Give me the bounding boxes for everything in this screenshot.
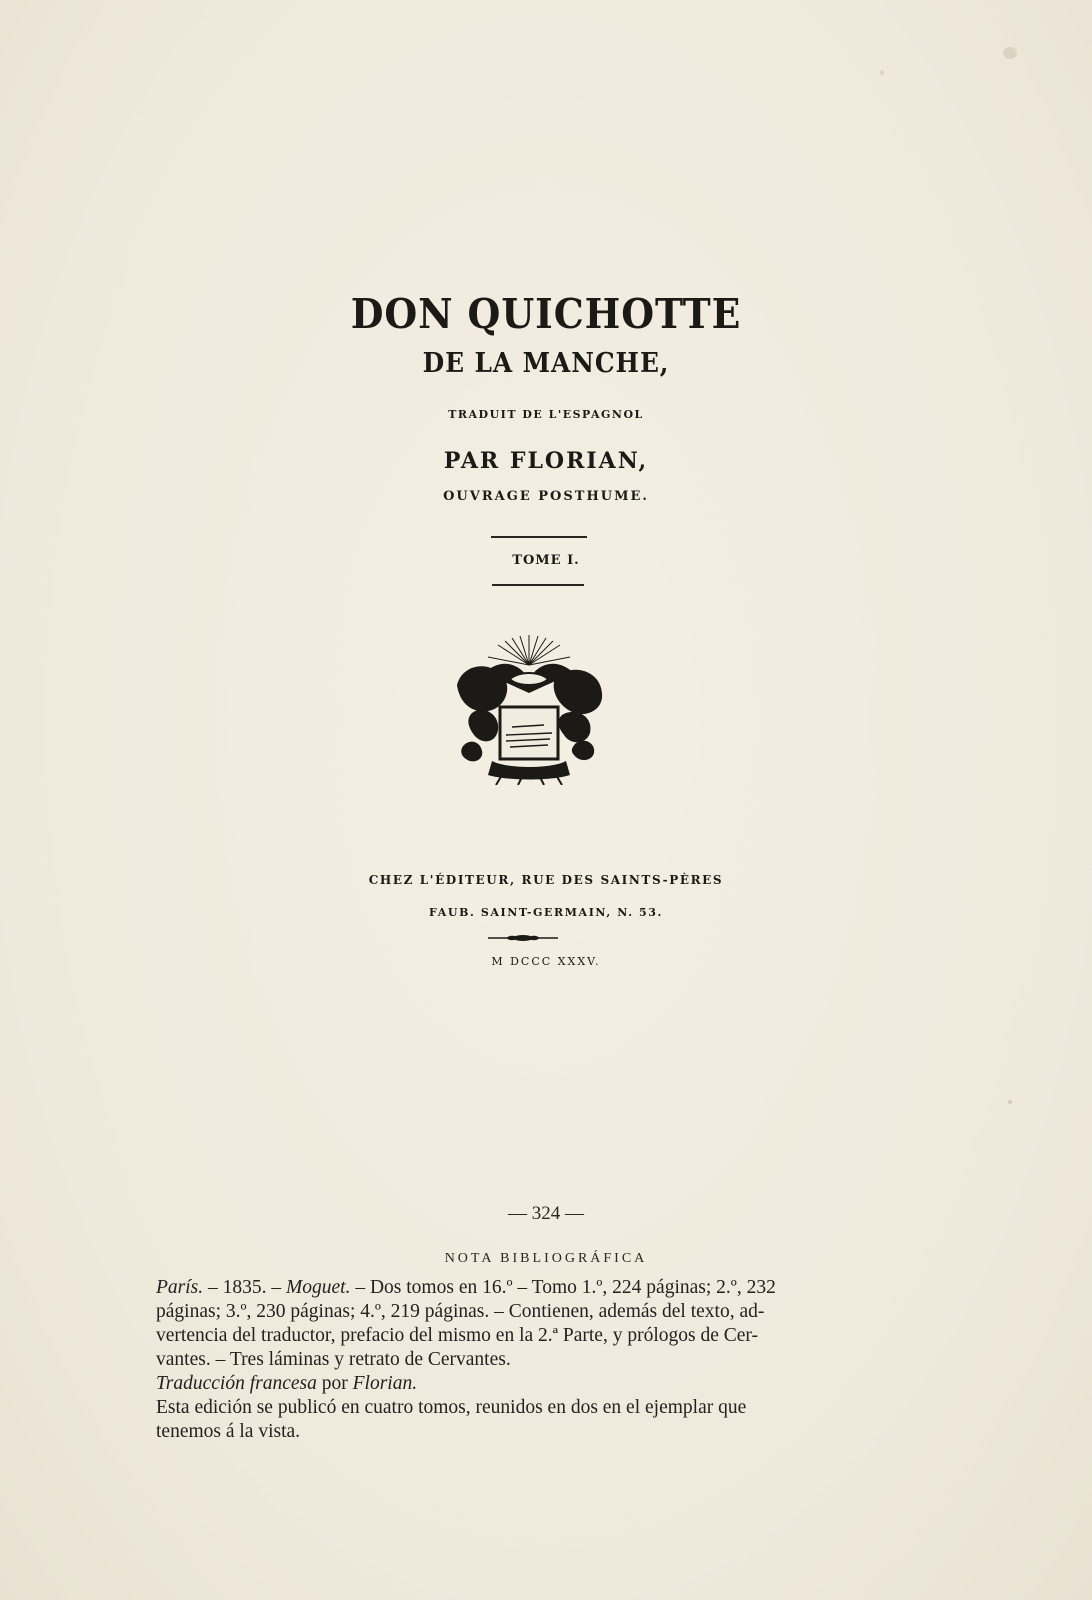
nota-line-1 [156, 1276, 906, 1300]
publisher-street-line: FAUB. SAINT-GERMAIN, N. 53. [429, 906, 663, 919]
nota-printer: Moguet. [286, 1277, 351, 1298]
author-line: PAR FLORIAN, [443, 448, 649, 474]
nota-translator: Florian. [352, 1373, 418, 1394]
paper-speck [880, 70, 884, 75]
nota-line-6: Esta edición se publicó en cuatro tomos, reunidos en dos en el ejemplar que [156, 1397, 747, 1418]
translation-note: TRADUIT DE L'ESPAGNOL [448, 408, 644, 421]
paper-speck [1008, 1100, 1012, 1104]
nota-place: París. [156, 1277, 204, 1298]
posthumous-note: OUVRAGE POSTHUME. [443, 489, 649, 504]
nota-line-4: vantes. – Tres láminas y retrato de Cervantes. [156, 1349, 511, 1370]
book-title: DON QUICHOTTE [350, 290, 742, 338]
nota-body [156, 1276, 906, 1444]
nota-line-2: páginas; 3.º, 230 páginas; 4.º, 219 páginas. – Contienen, además del texto, ad- [156, 1301, 765, 1322]
nota-por: por [316, 1373, 353, 1394]
paper-stain [1003, 47, 1017, 59]
nota-line-3: vertencia del traductor, prefacio del mismo en la 2.ª Parte, y prólogos de Cer- [156, 1325, 758, 1346]
nota-line-5 [156, 1372, 906, 1396]
publisher-address-line: CHEZ L'ÉDITEUR, RUE DES SAINTS-PÈRES [368, 873, 724, 887]
ornament-divider-icon [488, 934, 558, 942]
publication-date: M DCCC XXXV. [491, 955, 601, 968]
nota-translation-label: Traducción francesa [156, 1373, 317, 1394]
page-number: — 324 — [508, 1203, 584, 1224]
nota-volumes: – Dos tomos en 16.º – Tomo 1.º, 224 páginas; 2.º, 232 [350, 1277, 776, 1298]
nota-heading: NOTA BIBLIOGRÁFICA [444, 1251, 648, 1266]
vignette-engraving-icon [452, 635, 606, 785]
nota-year: – 1835. – [203, 1277, 287, 1298]
book-subtitle: DE LA MANCHE, [422, 348, 670, 379]
nota-line-7: tenemos á la vista. [156, 1421, 301, 1442]
volume-label: TOME I. [512, 553, 580, 568]
rule-top [491, 536, 587, 538]
rule-bottom [492, 584, 584, 586]
